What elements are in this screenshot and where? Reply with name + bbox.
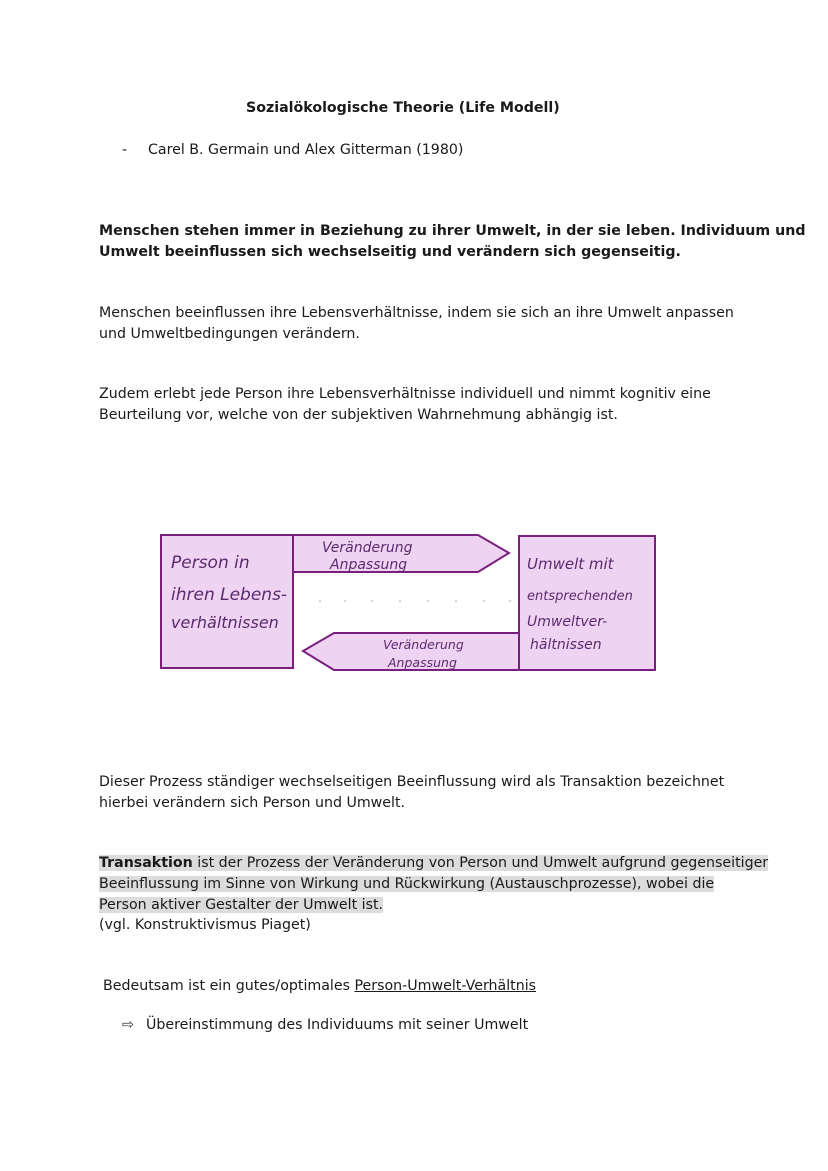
bullet-dash: - [122,142,128,158]
person-box-line-3: verhältnissen [171,613,279,632]
paragraph-5-line-4: (vgl. Konstruktivismus Piaget) [99,917,311,933]
environment-box-line-3: Umweltver- [527,614,608,630]
person-box-line-1: Person in [171,553,250,573]
conclusion-text: Übereinstimmung des Individuums mit seiner Umwelt [146,1017,529,1033]
paragraph-6-prefix: Bedeutsam ist ein gutes/optimales [103,978,355,994]
environment-box-line-4: hältnissen [530,637,602,653]
paragraph-3-line-2: Beurteilung vor, welche von der subjektiven Wahrnehmung abhängig ist. [99,407,618,423]
right-arrow-icon: ⇨ [122,1017,134,1033]
bottom-arrow-line-2: Anpassung [388,655,457,670]
conclusion-line [122,1015,528,1036]
paragraph-4-line-1: Dieser Prozess ständiger wechselseitigen Beeinflussung wird als Transaktion bezeichnet [99,774,725,790]
paragraph-2-line-1: Menschen beeinflussen ihre Lebensverhältnisse, indem sie sich an ihre Umwelt anpassen [99,305,734,321]
document-title: Sozialökologische Theorie (Life Modell) [246,100,560,116]
person-environment-term: Person-Umwelt-Verhältnis [354,978,537,994]
top-arrow-line-2: Anpassung [330,557,408,573]
paragraph-4-line-2: hierbei verändern sich Person und Umwelt. [99,795,406,811]
paragraph-5-line-3-text: Person aktiver Gestalter der Umwelt ist. [99,897,384,913]
paragraph-1-line-2: Umwelt beeinflussen sich wechselseitig und verändern sich gegenseitig. [99,244,681,260]
environment-box-line-1: Umwelt mit [527,555,614,573]
bottom-arrow-line-1: Veränderung [383,637,464,652]
paragraph-5-line-3 [99,895,383,916]
paragraph-1-line-1: Menschen stehen immer in Beziehung zu ihrer Umwelt, in der sie leben. Individuum und [99,223,806,239]
person-box-line-2: ihren Lebens- [171,585,288,605]
author-text: Carel B. Germain und Alex Gitterman (1980) [148,142,464,158]
environment-box-line-2: entsprechenden [527,589,633,604]
paragraph-5-line-2 [99,874,714,895]
dotted-background [319,600,511,602]
paragraph-6 [103,976,536,997]
paragraph-2-line-2: und Umweltbedingungen verändern. [99,326,360,342]
paragraph-5-line-2-text: Beeinflussung im Sinne von Wirkung und Rückwirkung (Austauschprozesse), wobei die [99,876,715,892]
paragraph-3-line-1: Zudem erlebt jede Person ihre Lebensverhältnisse individuell und nimmt kognitiv eine [99,386,711,402]
transaction-term: Transaktion [99,855,193,871]
paragraph-5-line-1-text: ist der Prozess der Veränderung von Person und Umwelt aufgrund gegenseitiger [192,855,769,871]
paragraph-5-line-1 [99,853,768,874]
top-arrow-line-1: Veränderung [322,540,413,556]
